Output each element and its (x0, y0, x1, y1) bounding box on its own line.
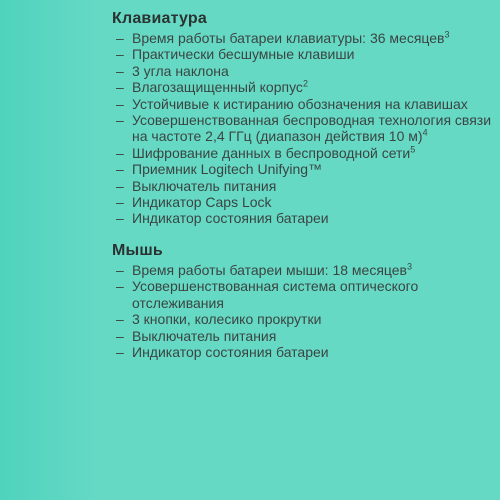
dash-bullet: – (116, 311, 124, 328)
dash-bullet: – (116, 194, 124, 211)
dash-bullet: – (116, 30, 124, 46)
footnote-marker: 4 (422, 127, 428, 138)
feature-text: Индикатор Caps Lock (132, 194, 272, 211)
dash-bullet: – (116, 112, 124, 129)
feature-item (112, 46, 492, 62)
feature-text: Шифрование данных в беспроводной сети (132, 144, 411, 161)
feature-text: Усовершенствованная беспроводная технология связи на частоте 2,4 ГГц (диапазон действия 10 м) (132, 112, 492, 145)
footnote-marker: 5 (410, 144, 416, 155)
dash-bullet: – (116, 161, 124, 178)
feature-item (112, 161, 492, 177)
feature-text: Индикатор состояния батареи (132, 210, 329, 227)
feature-text: Усовершенствованная система оптического отслеживания (132, 278, 419, 311)
mouse-heading: Мышь (112, 241, 163, 259)
feature-item (112, 178, 492, 194)
dash-bullet: – (116, 95, 124, 112)
feature-text: 3 угла наклона (132, 62, 229, 79)
panel-shading (0, 0, 100, 500)
feature-text: Время работы батареи клавиатуры: 36 месяцев (132, 30, 445, 46)
dash-bullet: – (116, 210, 124, 227)
keyboard-feature-list (112, 30, 492, 227)
feature-text: Приемник Logitech Unifying™ (132, 161, 323, 178)
spec-content (112, 9, 492, 360)
feature-item (112, 278, 492, 311)
dash-bullet: – (116, 327, 124, 344)
feature-text: Выключатель питания (132, 327, 277, 344)
feature-item (112, 96, 492, 112)
dash-bullet: – (116, 79, 124, 96)
feature-item (112, 262, 492, 278)
dash-bullet: – (116, 62, 124, 79)
feature-text: Время работы батареи мыши: 18 месяцев (132, 261, 407, 278)
feature-item (112, 194, 492, 210)
feature-item (112, 328, 492, 344)
dash-bullet: – (116, 343, 124, 360)
feature-item (112, 79, 492, 95)
dash-bullet: – (116, 144, 124, 161)
feature-text: Устойчивые к истиранию обозначения на клавишах (132, 95, 468, 112)
feature-text: Индикатор состояния батареи (132, 343, 329, 360)
feature-text: Выключатель питания (132, 177, 277, 194)
footnote-marker: 3 (407, 261, 413, 272)
feature-item (112, 63, 492, 79)
dash-bullet: – (116, 177, 124, 194)
feature-text: Влагозащищенный корпус (132, 79, 303, 96)
feature-item (112, 311, 492, 327)
feature-text: 3 кнопки, колесико прокрутки (132, 311, 322, 328)
feature-item (112, 112, 492, 145)
feature-item (112, 30, 492, 46)
footnote-marker: 2 (302, 78, 308, 89)
dash-bullet: – (116, 278, 124, 295)
keyboard-heading: Клавиатура (112, 10, 207, 27)
dash-bullet: – (116, 46, 124, 63)
footnote-marker: 3 (444, 29, 450, 40)
feature-item (112, 145, 492, 161)
feature-item (112, 210, 492, 226)
feature-item (112, 344, 492, 360)
dash-bullet: – (116, 261, 124, 278)
feature-text: Практически бесшумные клавиши (132, 46, 355, 63)
mouse-feature-list (112, 262, 492, 360)
